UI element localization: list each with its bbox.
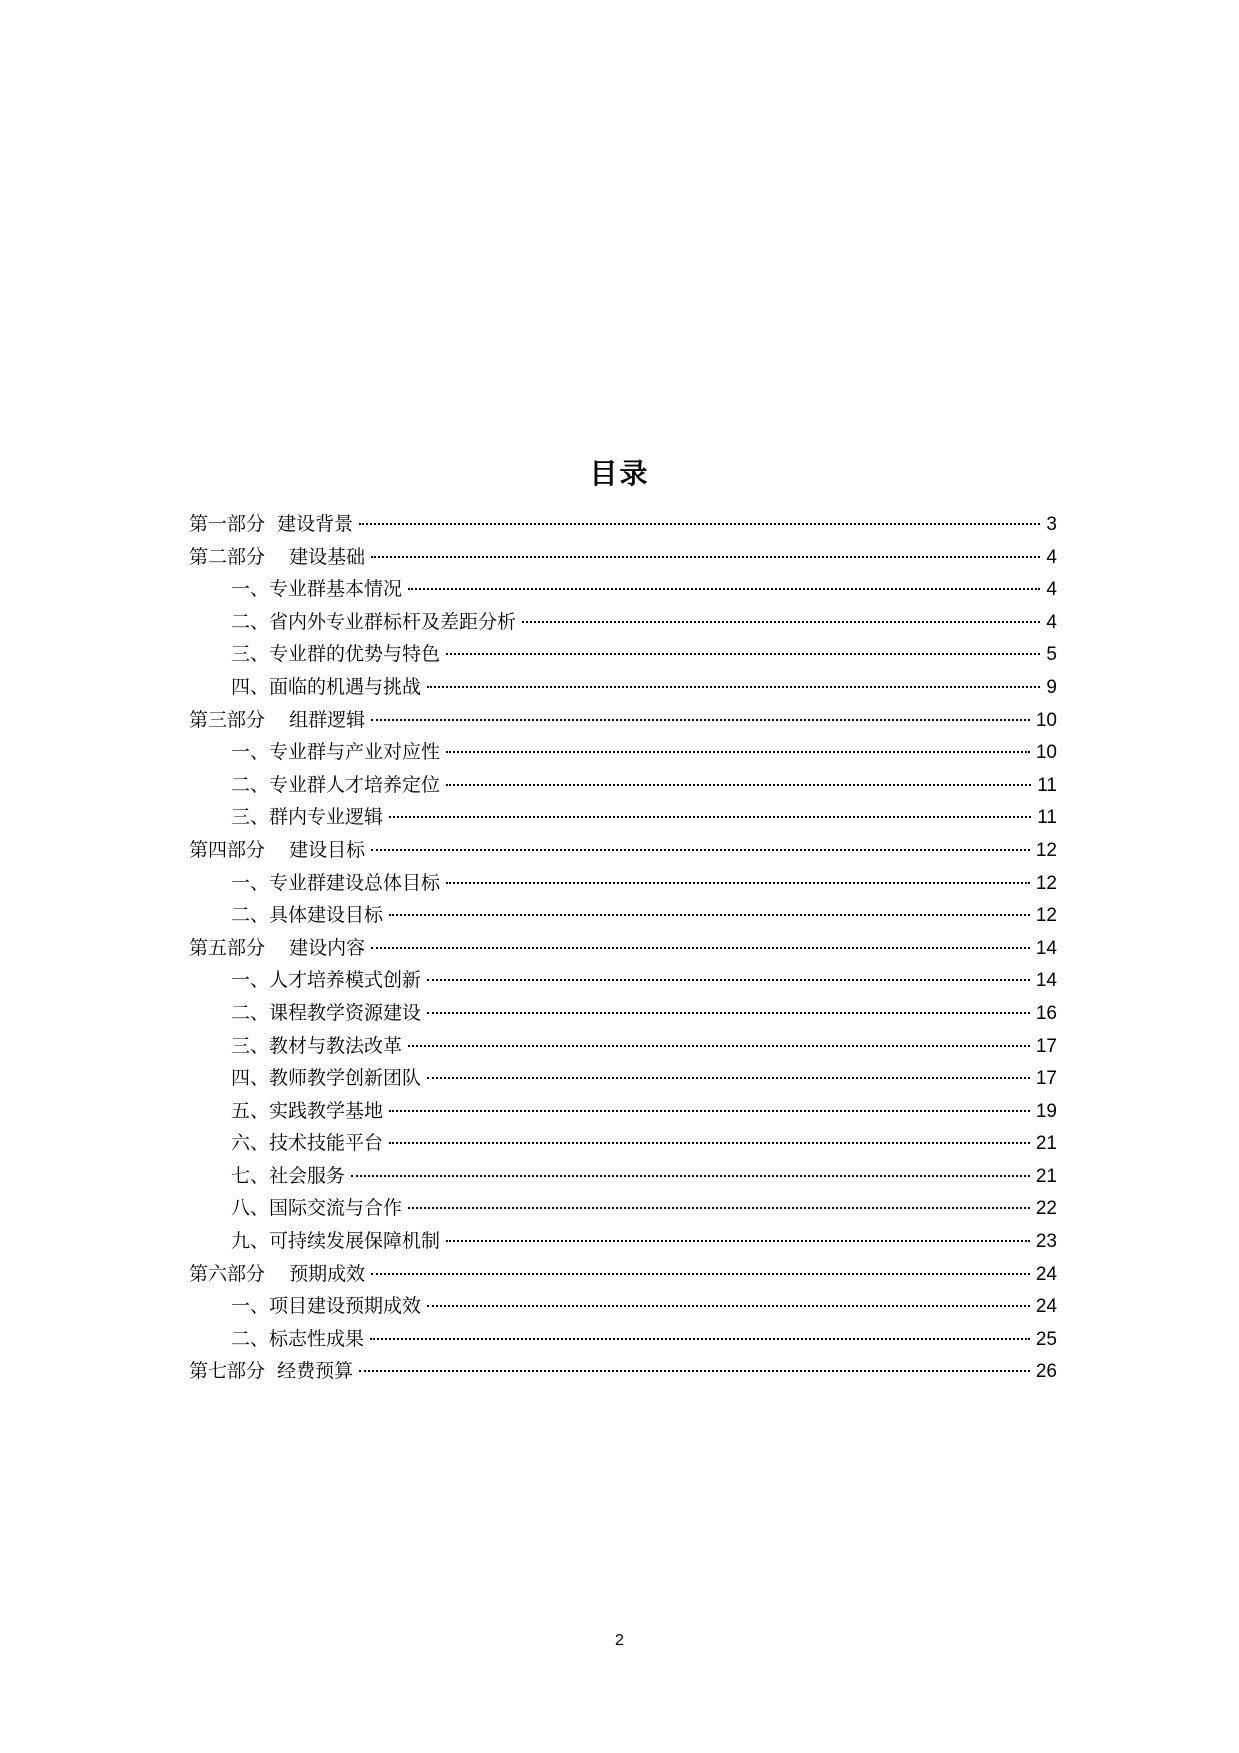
toc-entry-page: 21	[1035, 1133, 1057, 1155]
toc-dot-leader	[389, 914, 1030, 916]
toc-entry-label: 七、社会服务	[231, 1164, 346, 1187]
toc-entry-label: 一、项目建设预期成效	[231, 1295, 422, 1318]
toc-entry[interactable]	[189, 932, 1057, 965]
toc-entry[interactable]	[189, 1323, 1057, 1356]
toc-dot-leader	[408, 1207, 1030, 1209]
toc-dot-leader	[427, 1077, 1030, 1079]
toc-entry[interactable]	[189, 899, 1057, 932]
toc-entry[interactable]	[189, 508, 1057, 541]
toc-entry[interactable]	[189, 541, 1057, 574]
toc-entry-label: 二、课程教学资源建设	[231, 1001, 422, 1024]
toc-entry-label: 一、专业群与产业对应性	[231, 741, 441, 764]
toc-entry-label: 三、群内专业逻辑	[231, 806, 384, 829]
toc-dot-leader	[522, 621, 1040, 623]
toc-dot-leader	[446, 784, 1031, 786]
toc-entry[interactable]	[189, 1290, 1057, 1323]
toc-entry[interactable]	[189, 1030, 1057, 1063]
toc-entry-page: 4	[1046, 611, 1057, 633]
toc-entry-page: 23	[1035, 1231, 1057, 1253]
toc-dot-leader	[370, 1338, 1030, 1340]
toc-dot-leader	[359, 523, 1040, 525]
toc-dot-leader	[371, 1273, 1030, 1275]
toc-dot-leader	[389, 1110, 1030, 1112]
toc-entry-label: 八、国际交流与合作	[231, 1197, 403, 1220]
toc-dot-leader	[427, 686, 1040, 688]
toc-entry[interactable]	[189, 1095, 1057, 1128]
toc-dot-leader	[389, 816, 1031, 818]
toc-entry[interactable]	[189, 1160, 1057, 1193]
toc-dot-leader	[446, 1240, 1030, 1242]
toc-entry-label: 四、面临的机遇与挑战	[231, 675, 422, 698]
toc-entry-label: 一、人才培养模式创新	[231, 969, 422, 992]
toc-entry-label: 五、实践教学基地	[231, 1099, 384, 1122]
toc-entry-page: 24	[1035, 1263, 1057, 1285]
toc-entry-page: 24	[1035, 1296, 1057, 1318]
toc-dot-leader	[389, 1142, 1030, 1144]
toc-dot-leader	[446, 882, 1030, 884]
toc-dot-leader	[446, 751, 1030, 753]
toc-dot-leader	[359, 1370, 1030, 1372]
toc-entry-label: 二、具体建设目标	[231, 904, 384, 927]
toc-entry-label: 第三部分 组群逻辑	[189, 708, 366, 731]
toc-entry-label: 二、专业群人才培养定位	[231, 773, 441, 796]
toc-entry[interactable]	[189, 638, 1057, 671]
toc-entry-page: 12	[1035, 905, 1057, 927]
toc-entry-label: 九、可持续发展保障机制	[231, 1230, 441, 1253]
toc-entry[interactable]	[189, 964, 1057, 997]
toc-entry-page: 11	[1037, 807, 1057, 829]
toc-dot-leader	[427, 979, 1030, 981]
toc-entry-label: 三、专业群的优势与特色	[231, 643, 441, 666]
toc-dot-leader	[351, 1175, 1030, 1177]
toc-entry-label: 第七部分 经费预算	[189, 1360, 354, 1383]
toc-entry-page: 11	[1037, 774, 1057, 796]
toc-entry-label: 第一部分 建设背景	[189, 513, 354, 535]
toc-entry-page: 14	[1035, 970, 1057, 992]
toc-entry[interactable]	[189, 1062, 1057, 1095]
toc-entry-page: 12	[1035, 839, 1057, 861]
toc-dot-leader	[371, 849, 1030, 851]
toc-entry-page: 22	[1035, 1198, 1057, 1220]
page-number: 2	[615, 1632, 624, 1649]
toc-dot-leader	[408, 588, 1040, 590]
toc-entry-label: 三、教材与教法改革	[231, 1034, 403, 1057]
toc-entry[interactable]	[189, 997, 1057, 1030]
toc-entry-label: 第六部分 预期成效	[189, 1262, 366, 1285]
toc-entry-page: 9	[1046, 676, 1057, 698]
toc-dot-leader	[427, 1305, 1030, 1307]
toc-entry-label: 四、教师教学创新团队	[231, 1067, 422, 1090]
toc-entry-page: 5	[1046, 644, 1057, 666]
toc-entry-page: 17	[1035, 1068, 1057, 1090]
toc-entry-page: 4	[1046, 579, 1057, 601]
toc-entry-label: 一、专业群建设总体目标	[231, 871, 441, 894]
toc-entry[interactable]	[189, 769, 1057, 802]
toc-dot-leader	[446, 653, 1040, 655]
toc-entry-page: 10	[1035, 709, 1057, 731]
toc-entry-label: 六、技术技能平台	[231, 1132, 384, 1155]
toc-entry-page: 26	[1035, 1361, 1057, 1383]
toc-entry[interactable]	[189, 573, 1057, 606]
toc-entry[interactable]	[189, 704, 1057, 737]
toc-entry-page: 16	[1035, 1002, 1057, 1024]
toc-entry-label: 第四部分 建设目标	[189, 838, 366, 861]
toc-entry[interactable]	[189, 1192, 1057, 1225]
toc-dot-leader	[408, 1045, 1030, 1047]
toc-entry[interactable]	[189, 1258, 1057, 1291]
toc-entry[interactable]	[189, 606, 1057, 639]
toc-entry-page: 12	[1035, 872, 1057, 894]
table-of-contents	[189, 508, 1057, 1388]
toc-dot-leader	[427, 1012, 1030, 1014]
toc-dot-leader	[371, 947, 1030, 949]
toc-dot-leader	[371, 719, 1030, 721]
toc-entry-label: 一、专业群基本情况	[231, 578, 403, 601]
toc-entry[interactable]	[189, 1225, 1057, 1258]
toc-entry-page: 19	[1035, 1100, 1057, 1122]
toc-entry-label: 二、标志性成果	[231, 1327, 365, 1350]
toc-entry[interactable]	[189, 671, 1057, 704]
toc-entry-label: 二、省内外专业群标杆及差距分析	[231, 610, 517, 633]
toc-entry[interactable]	[189, 736, 1057, 769]
toc-entry-page: 17	[1035, 1035, 1057, 1057]
toc-entry[interactable]	[189, 1355, 1057, 1388]
toc-entry-page: 14	[1035, 937, 1057, 959]
toc-entry-label: 第二部分 建设基础	[189, 545, 366, 568]
toc-entry[interactable]	[189, 834, 1057, 867]
toc-entry-page: 4	[1046, 546, 1057, 568]
toc-title: 目录	[589, 457, 650, 490]
toc-entry-label: 第五部分 建设内容	[189, 936, 366, 959]
toc-entry-page: 10	[1035, 742, 1057, 764]
toc-entry[interactable]	[189, 867, 1057, 900]
toc-entry[interactable]	[189, 1127, 1057, 1160]
toc-entry[interactable]	[189, 801, 1057, 834]
toc-entry-page: 3	[1046, 514, 1057, 535]
toc-entry-page: 25	[1035, 1328, 1057, 1350]
toc-dot-leader	[371, 556, 1040, 558]
toc-entry-page: 21	[1035, 1165, 1057, 1187]
